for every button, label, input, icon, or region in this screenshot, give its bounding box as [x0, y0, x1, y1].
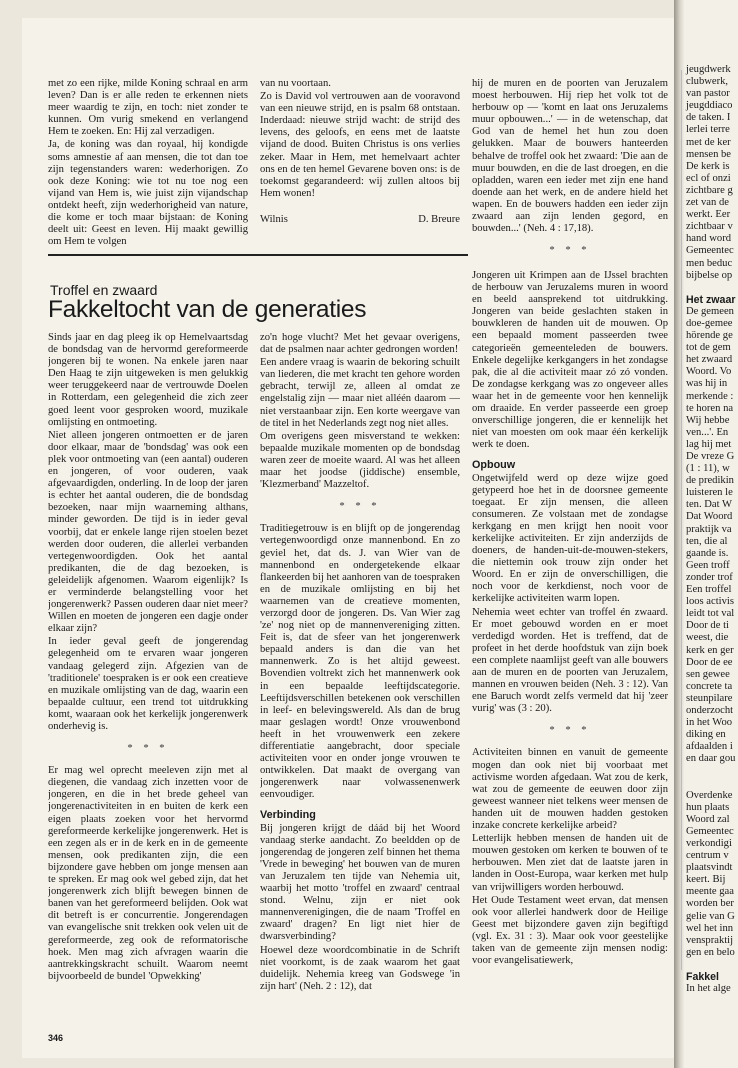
- next-page-line: jeugdwerk: [686, 64, 731, 75]
- next-page-line: Woord zal: [686, 813, 730, 825]
- next-page-line: wel het inn: [686, 922, 734, 934]
- subheading-opbouw: Opbouw: [472, 459, 516, 472]
- next-page-line: ten. Dat W: [686, 499, 732, 511]
- next-page-line: te horen na: [686, 402, 734, 414]
- next-page-line: De gemeen: [686, 305, 734, 317]
- paragraph: hij de muren en de poorten van Jeruzalem moest herbouwen. Hij riep het volk tot de herbouw op — 'komt en laat ons Jeruzalems muur opbouwen...' — in de wetenschap, dat God van de hemel het hun zou doen gelukken. Maar de bouwers hanteerden behalve de troffel ook het zwaard: 'Die aan de muur bouwden, en die de last droegen, en die opladden, waren een ieder met zijn ene hand doende aan het werk, en de andere hield het wapen. En de bouwers hadden een ieder zijn zwaard aan zijn lenden gegord, en bouwden...' (Neh. 4 : 17,18).: [472, 78, 668, 235]
- page-number: 346: [48, 1033, 64, 1043]
- next-page-line: (1 : 11), w: [686, 463, 730, 475]
- next-page-line: [686, 959, 738, 971]
- signature-author: D. Breure: [418, 213, 460, 225]
- paragraph: met zo een rijke, milde Koning schraal en arm leven? Dan is er alle reden te erkennen niets meer waardig te zijn, en toch: niet zonder te kunnen. Om vurig smekend en verlangend Hem te zoeken. En: Hij zal verzadigen.: [48, 78, 248, 138]
- article-headline: Fakkeltocht van de generaties: [48, 296, 367, 323]
- next-page-line: Dat Woord: [686, 511, 733, 523]
- next-page-line: meente gaa: [686, 886, 734, 898]
- next-page-line: plaatsvindt: [686, 862, 733, 874]
- paragraph: Bij jongeren krijgt de dáád bij het Woord vandaag sterke aandacht. Zo beeldden op de jongerendag de jongeren zelf binnen het thema 'Vrede in beweging' het bouwen van de muren van Jeruzalem ten tijde van Nehemia uit, waarbij het motto 'troffel en zwaard' centraal stond. Welnu, zijn er niet ook mannenverenigingen, die de naam 'Troffel en zwaard' dragen? En ligt niet hier de dwarsverbinding?: [260, 822, 460, 943]
- next-page-line: lerlei terre: [686, 124, 730, 136]
- next-page-line: [686, 778, 738, 790]
- next-page-line: keert. Bij: [686, 874, 726, 886]
- next-page-line: zichtbare g: [686, 184, 733, 196]
- paragraph: Er mag wel oprecht meeleven zijn met al diegenen, die vandaag zich inzetten voor de jongeren, en die in het brede geheel van jongerenactiviteiten in en buiten de kerk een eigen plaats zoeken voor het hervormd gereformeerde kerkelijke jongerenwerk. Het is een zegen als er in de kerk en in de gemeente mensen, ook predikanten zijn, die een bijzondere gave hebben om jonge mensen aan te spreken. Er mag ook wel gebed zijn, dat het jongerenwerk zich blijft bewegen binnen de banen van het gereformeerd belijden. Ook wat dit betreft is er concurrentie. Jongerendagen van evangelische snit trekken ook velen uit de gereformeerde, zeg ook de reformatorische hoek. Men mag zich afvragen waarin die aantrekkingskracht schuilt. Waarom neemt bijvoorbeeld de bundel 'Opwekking': [48, 765, 248, 982]
- next-page-line: verkondigi: [686, 838, 732, 849]
- next-page-edge: [684, 0, 738, 1068]
- next-page-line: gen en belo: [686, 946, 735, 958]
- next-page-line: kerk en ger: [686, 644, 734, 656]
- next-page-line: Het zwaar: [686, 293, 736, 306]
- next-page-line: afdaalden i: [686, 741, 733, 753]
- next-page-line: gaande is.: [686, 547, 729, 559]
- next-page-line: met de ker: [686, 136, 731, 148]
- paragraph: Ongetwijfeld werd op deze wijze goed getypeerd hoe het in de doorsnee gemeente toegaat. Er zijn mensen, die alleen consumeren. Ze volstaan met de zondagse kerkgang en men krijgt hen nooit voor kerkelijke activiteiten. Er zijn anderzijds de doeners, de handen-uit-de-mouwen-stekers, die niettemin ook trouw zijn onder het Woord. En er zijn de onverschilligen, die noch voor de kerkdienst, noch voor de kerkelijke activiteiten warm lopen.: [472, 472, 668, 605]
- next-page-line: [686, 765, 738, 777]
- next-page-line: praktijk va: [686, 523, 732, 535]
- signature: [260, 214, 460, 226]
- body-column-3: [472, 270, 668, 1022]
- column-divider: [681, 70, 682, 970]
- section-separator: * * *: [549, 725, 591, 737]
- next-page-line: ecl of onzi: [686, 172, 731, 184]
- next-page-line: In het alge: [686, 983, 731, 995]
- next-page-line: concrete ta: [686, 680, 733, 692]
- next-page-line: worden ber: [686, 898, 734, 910]
- next-page-line: venspraktij: [686, 934, 734, 946]
- next-page-line: het zwaard: [686, 354, 733, 366]
- next-page-line: van pastor: [686, 88, 730, 100]
- top-column-3: [472, 78, 668, 268]
- next-page-line: jeugddiaco: [686, 100, 733, 112]
- next-page-line: de predikin: [686, 475, 734, 487]
- next-page-line: onderzocht: [686, 704, 734, 716]
- next-page-line: werkt. Eer: [686, 209, 731, 221]
- paragraph: Letterlijk hebben mensen de handen uit de mouwen gestoken om kerken te bouwen of te herbouwen. Men ziet dat de laatste jaren in landen in Oost-Europa, waar kerken met hulp van vrijwilligers worden herbouwd.: [472, 833, 668, 893]
- next-page-line: en daar gou: [686, 753, 736, 765]
- next-page-line: steunpilare: [686, 692, 733, 704]
- next-page-line: bijbelse op: [686, 269, 733, 281]
- paragraph: Het Oude Testament weet ervan, dat mensen ook voor allerlei handwerk door de Heilige Geest met bijzondere gaven zijn begiftigd (vgl. Ex. 31 : 3). Maar ook voor geestelijke taken van de gemeente zijn mensen nodig: voor evangelisatiewerk,: [472, 894, 668, 967]
- next-page-line: Gemeentec: [686, 825, 734, 837]
- signature-place: Wilnis: [260, 213, 288, 225]
- paragraph: Om overigens geen misverstand te wekken: bepaalde muzikale momenten op de bondsdag waren zeer de moeite waard. Al was het alleen maar het joodse (jiddische) ensemble, 'Klezmerband' Mazzeltof.: [260, 430, 460, 491]
- paragraph: Een andere vraag is waarin de bekoring schuilt van liederen, die met kracht ten gehore worden gebracht, terwijl ze, alleen al omdat ze engelstalig zijn — maar niet alléén daarom — niet verstaanbaar zijn. Een korte weergave van de titel in het Nederlands zegt nog niet alles.: [260, 357, 460, 429]
- paragraph: van nu voortaan.: [260, 78, 331, 89]
- next-page-line: diking en: [686, 729, 726, 741]
- paragraph: Ja, de koning was dan royaal, hij kondigde soms amnestie af aan mensen, die tot dan toe zijn tegenstanders waren: wederhorigen. Zo ook deze Koning: wie tot nu toe nog een vijand van Hem is, wie juist zijn vijandschap ontdekt heeft, zijn wederhorigheid van nature, die kome er toch maar bijstaan: de Koning deelt uit: Geest en leven. Hij maakt gewillig om Hem te volgen: [48, 139, 248, 248]
- next-page-line: clubwerk,: [686, 76, 729, 88]
- next-page-line: de taken. I: [686, 112, 731, 124]
- next-page-line: Geen troff: [686, 559, 730, 571]
- next-page-line: leidt tot val: [686, 608, 735, 620]
- paragraph: In ieder geval geeft de jongerendag gelegenheid om te ervaren waar jongeren vandaag gelegerd zijn. Afgezien van de 'traditionele' toespraken is er ook een creatieve en muzikale omlijsting van de dag, waarin een bepaalde cultuur, een trend tot uitdrukking komt, waaraan ook het kerkelijk jongerenwerk onderhevig is.: [48, 636, 248, 732]
- paragraph: Niet alleen jongeren ontmoetten er de jaren door elkaar, maar de 'bondsdag' was ook een plek voor ontmoeting van (een aantal) ouderen en jongeren, of voor ouderen, vaak afgevaardigden, onderling. In de loop der jaren is echter het aantal ouderen, die de bondsdag bezoeken, naar mijn waarneming althans, minder geworden. De tijd is in ieder geval voorbij, dat er enkele lange rijen stoelen bezet werden door ouderen, die allerlei verbanden vertegenwoordigden. Ook het aantal predikanten, die de dag bezoeken, is geleidelijk afgenomen. Waarom eigenlijk? Is er verminderde belangstelling voor het jongerenwerk? Passen ouderen daar niet meer? Willen en moeten de jongeren een dagje onder elkaar zijn?: [48, 429, 248, 635]
- next-page-line: Door de ti: [686, 620, 729, 632]
- next-page-line: De kerk is: [686, 160, 730, 172]
- paragraph: Traditiegetrouw is en blijft op de jongerendag vertegenwoordigd onze mannenbond. En zo geviel het, dat ds. J. van Wier van de mannenbond en ondergetekende elkaar flankeerden bij het aanhoren van de toespraken en de muzikale omlijsting en bij het waarnemen van de creatieve momenten, verzorgd door de jongeren. Ds. Van Wier zag 'ze' nog niet op de mannenvereniging zitten. Feit is, dat de sfeer van het jongerenwerk bepaald anders is dan die van het mannenwerk. Zo is het altijd geweest. Bovendien voltrekt zich het mannenwerk ook in een bepaalde leeftijdscategorie. Leeftijdsverschillen betekenen ook verschillen in leef- en belevingswereld. Als dan de brug maar geslagen wordt! Onze vrouwenbond heeft in het vrouwenwerk een zekere differentiatie aangebracht, door speciale activiteiten voor en onder jonge vrouwen te ontwikkelen. Dat maakt de overgang van jongerenwerk naar volwassenenwerk eenvoudiger.: [260, 523, 460, 801]
- next-page-line: lag hij met: [686, 438, 732, 450]
- subheading-verbinding: Verbinding: [260, 809, 316, 822]
- next-page-line: weest, die: [686, 632, 729, 644]
- next-page-line: hörende ge: [686, 330, 733, 342]
- next-page-line: Een troffel: [686, 584, 732, 596]
- section-separator: * * *: [127, 743, 169, 755]
- paragraph: Hoewel deze woordcombinatie in de Schrift niet voorkomt, is de zaak waarom het gaat duidelijk. Nehemia kreeg van Godswege 'in zijn hart' (Neh. 2 : 12), dat: [260, 944, 460, 992]
- next-page-line: Overdenke: [686, 789, 733, 801]
- paragraph: zo'n hoge vlucht? Met het gevaar overigens, dat de psalmen naar achter gedrongen worden!: [260, 332, 460, 356]
- next-page-line: [686, 282, 738, 294]
- next-page-line: ven...'. En: [686, 426, 729, 438]
- next-page-line: merkende :: [686, 390, 734, 402]
- next-page-line: Gemeentec: [686, 245, 734, 257]
- page-fold: [674, 0, 684, 1068]
- next-page-line: zet van de: [686, 197, 729, 209]
- top-column-1: [48, 78, 248, 250]
- section-separator: * * *: [549, 245, 591, 257]
- next-page-line: men beduc: [686, 257, 733, 269]
- next-page-line: Door de ee: [686, 656, 733, 668]
- next-page-line: sen gewee: [686, 668, 730, 680]
- next-page-line: was hij in: [686, 378, 728, 390]
- next-page-line: tot de gem: [686, 342, 731, 354]
- paragraph: Jongeren uit Krimpen aan de IJssel brachten de herbouw van Jeruzalems muren in woord en beeld aansprekend tot uitdrukking. Jongeren van beide geslachten staken in bouwkleren de handen uit de mouwen. Op een bepaald moment passeerden twee categorieën gemeenteleden de bouwers. Enkele degelijke kerkgangers in het zondagse pak, die al die activiteit maar zó zó vonden. De zondagse kerkgang was zo ongeveer alles waar het in de gemeente voor hen kennelijk om draaide. En verder passeerde een groep onverschillige jongeren, die er kennelijk het niet van moesten om ook maar één kerkelijk werk te doen.: [472, 270, 668, 451]
- article-kicker: Troffel en zwaard: [50, 282, 158, 298]
- headline-rule: [48, 254, 468, 256]
- paragraph: Activiteiten binnen en vanuit de gemeente mogen dan ook niet bij voorbaat met activisme worden afgedaan. Wat zou de kerk, wat zou de gemeente de eeuwen door zijn geweest wanneer niet telkens weer mensen de handen uit de mouwen hadden gestoken inzake concrete kerkelijke arbeid?: [472, 747, 668, 832]
- paragraph: Sinds jaar en dag pleeg ik op Hemelvaartsdag de bondsdag van de hervormd gereformeerde jongeren bij te wonen. Na enkele jaren naar Den Haag te zijn uitgeweken is men gelukkig weer teruggekeerd naar de vertrouwde Doelen in Rotterdam, een gelegenheid die zich zeer goed leent voor gesproken woord, muzikale omlijsting en ontmoeting.: [48, 332, 248, 428]
- section-separator: * * *: [339, 501, 381, 513]
- top-column-2: [260, 78, 460, 250]
- body-column-2: [260, 332, 460, 1022]
- next-page-line: hand word: [686, 233, 732, 245]
- next-page-line: zonder trof: [686, 571, 733, 583]
- body-column-1: [48, 332, 248, 1022]
- next-page-line: in het Woo: [686, 717, 733, 729]
- next-page-line: zichtbaar v: [686, 221, 733, 233]
- next-page-line: loos activis: [686, 596, 734, 608]
- next-page-text: [686, 64, 738, 995]
- next-page-line: centrum v: [686, 850, 729, 862]
- paragraph: Zo is David vol vertrouwen aan de vooravond van een nieuwe strijd, en is psalm 68 ontstaan. Inderdaad: nieuwe strijd wacht: de strijd des levens, des geloofs, en eens met de laatste vijand de dood. Buiten Christus is ons verlies zeker. Maar in Hem, met hemelvaart achter ons en de ten hemel Gevarene boven ons: is de toekomst gegarandeerd: wij zullen altoos bij Hem wonen!: [260, 91, 460, 199]
- next-page-line: ten, die al: [686, 535, 728, 547]
- next-page-line: mensen be: [686, 148, 732, 160]
- next-page-line: Woord. Vo: [686, 366, 732, 378]
- next-page-line: doe-gemee: [686, 317, 733, 329]
- next-page-line: hun plaats: [686, 801, 730, 813]
- next-page-line: gelie van G: [686, 910, 735, 922]
- next-page-line: luisteren le: [686, 487, 733, 499]
- next-page-line: Wij hebbe: [686, 414, 730, 426]
- next-page-line: De vreze G: [686, 451, 735, 462]
- next-page-line: Fakkel: [686, 971, 719, 984]
- paragraph: Nehemia weet echter van troffel én zwaard. Er moet gebouwd worden en er moet verdedigd worden. Het is treffend, dat de profeet in het derde hoofdstuk van zijn boek een complete naamlijst geeft van alle bouwers aan de muren en de poorten van Jeruzalem, mannen en vrouwen beiden (Neh. 3 : 12). Van ene Baruch wordt zelfs vermeld dat hij 'zeer vurig' was (3 : 20).: [472, 606, 668, 715]
